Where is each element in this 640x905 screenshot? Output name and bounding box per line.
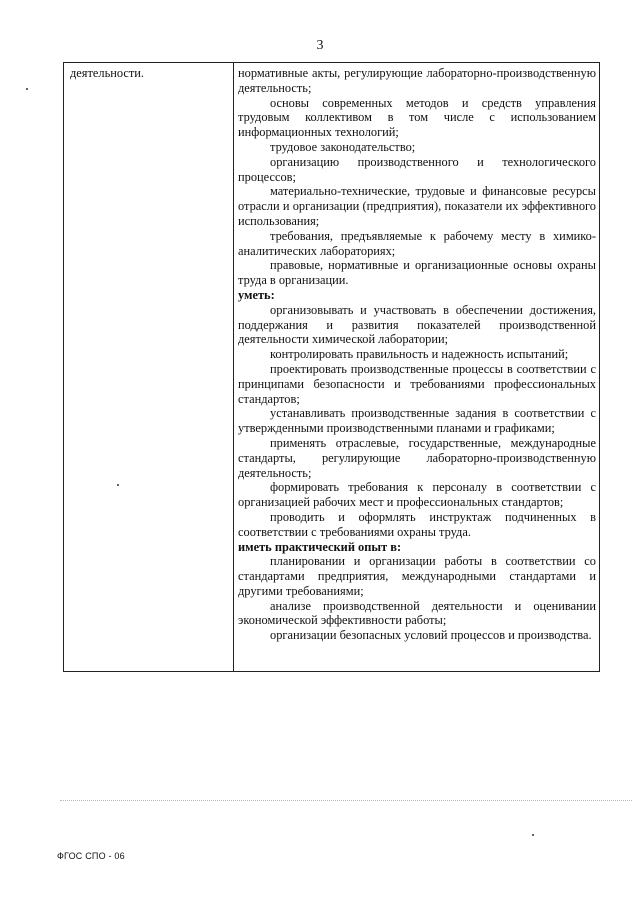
list-paragraph: проводить и оформлять инструктаж подчиненных в соответствии с требованиями охраны труда.	[238, 509, 596, 539]
content-table	[63, 62, 600, 672]
page-number: 3	[316, 38, 324, 53]
scan-speck	[117, 484, 119, 486]
list-paragraph: планировании и организации работы в соответствии со стандартами предприятия, международными стандартами и другими требованиями;	[238, 554, 596, 598]
list-paragraph: трудовое законодательство;	[270, 139, 416, 154]
table-left-cell: деятельности.	[70, 66, 145, 80]
list-paragraph: нормативные акты, регулирующие лабораторно-производственную деятельность;	[238, 66, 596, 95]
list-paragraph: основы современных методов и средств управления трудовым коллективом в том числе с использованием информационных технологий;	[238, 95, 596, 140]
section-heading: иметь практический опыт в:	[238, 539, 402, 554]
list-paragraph: требования, предъявляемые к рабочему месту в химико-аналитических лабораториях;	[238, 228, 596, 258]
scan-speck	[532, 834, 534, 836]
list-paragraph: анализе производственной деятельности и оценивании экономической эффективности работы;	[238, 598, 596, 628]
list-paragraph: материально-технические, трудовые и финансовые ресурсы отрасли и организации (предприятия), показатели их эффективного использования;	[238, 184, 596, 228]
list-paragraph: организацию производственного и технологического процессов;	[238, 154, 596, 184]
footer-document-code: ФГОС СПО - 06	[57, 851, 125, 861]
list-paragraph: проектировать производственные процессы в соответствии с принципами безопасности и требованиями профессиональных стандартов;	[238, 361, 596, 406]
list-paragraph: организовывать и участвовать в обеспечении достижения, поддержания и развития показателей производственной деятельности химической лаборатории;	[238, 302, 596, 347]
scan-artifact-line	[60, 800, 632, 802]
column-divider	[233, 63, 234, 671]
section-heading: уметь:	[238, 287, 275, 302]
list-paragraph: контролировать правильность и надежность испытаний;	[270, 347, 569, 362]
list-paragraph: применять отраслевые, государственные, международные стандарты, регулирующие лабораторно-производственную деятельность;	[238, 435, 596, 480]
table-right-cell	[238, 66, 596, 643]
list-paragraph: организации безопасных условий процессов и производства.	[270, 628, 592, 643]
scan-speck	[26, 88, 28, 90]
list-paragraph: правовые, нормативные и организационные основы охраны труда в организации.	[238, 258, 596, 288]
list-paragraph: формировать требования к персоналу в соответствии с организацией рабочих мест и профессиональных стандартов;	[238, 480, 596, 510]
list-paragraph: устанавливать производственные задания в соответствии с утвержденными производственными планами и графиками;	[238, 406, 596, 436]
